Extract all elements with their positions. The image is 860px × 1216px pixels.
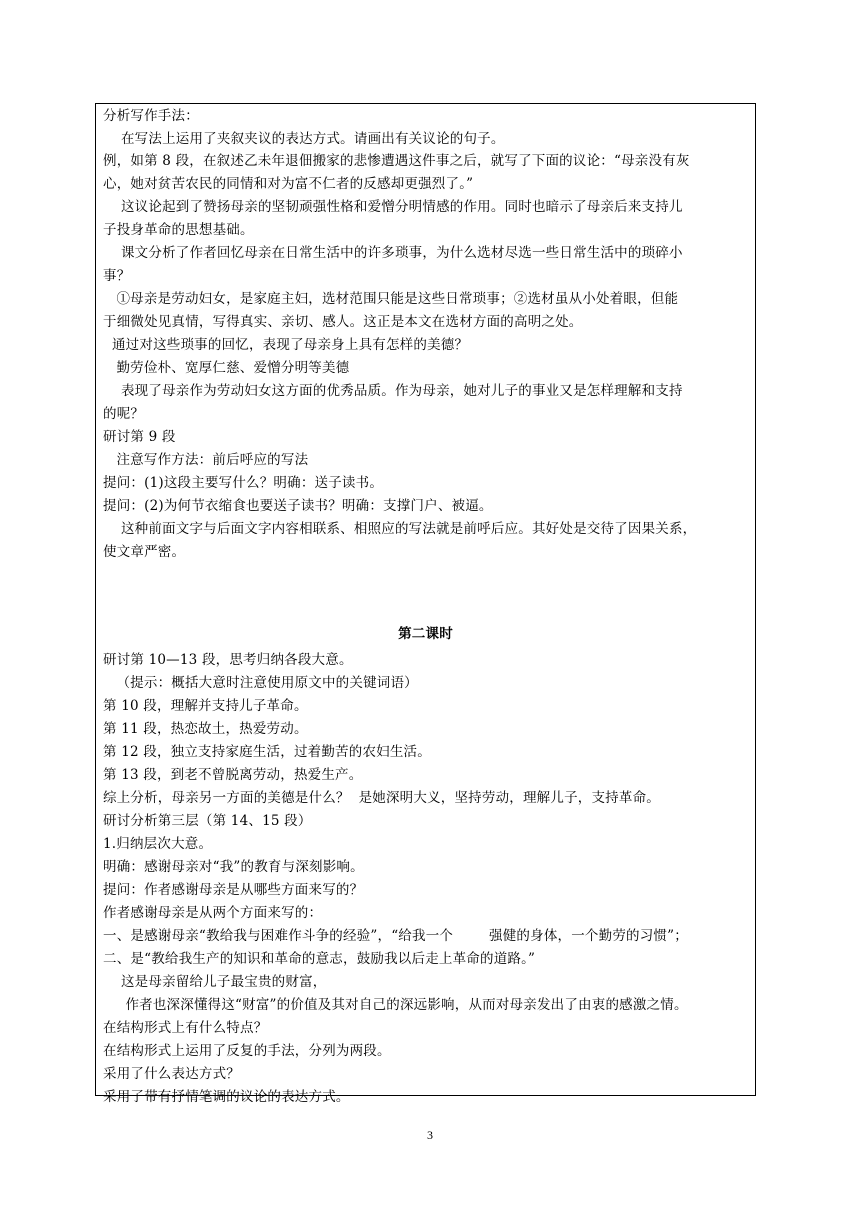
text-line: 提问：(2)为何节衣缩食也要送子读书？明确：支撑门户、被逼。 <box>103 498 493 514</box>
text-line: 注意写作方法：前后呼应的写法 <box>103 452 309 468</box>
text-line: 课文分析了作者回忆母亲在日常生活中的许多琐事，为什么选材尽选一些日常生活中的琐碎小 <box>103 245 683 261</box>
text-line: 第 12 段，独立支持家庭生活，过着勤苦的农妇生活。 <box>103 744 431 760</box>
text-line: 这种前面文字与后面文字内容相联系、相照应的写法就是前呼后应。其好处是交待了因果关系， <box>103 521 697 537</box>
text-line: 表现了母亲作为劳动妇女这方面的优秀品质。作为母亲，她对儿子的事业又是怎样理解和支持 <box>103 383 683 399</box>
text-line: 分析写作手法： <box>103 108 199 124</box>
text-line: （提示：概括大意时注意使用原文中的关键词语） <box>103 675 418 691</box>
text-line: 这议论起到了赞扬母亲的坚韧顽强性格和爱憎分明情感的作用。同时也暗示了母亲后来支持儿 <box>103 199 683 215</box>
text-line: 采用了什么表达方式？ <box>103 1066 240 1082</box>
text-line: 第 10 段，理解并支持儿子革命。 <box>103 698 308 714</box>
text-line: 的呢？ <box>103 406 145 422</box>
text-line: 子投身革命的思想基础。 <box>103 222 254 238</box>
text-line: 第 11 段，热恋故土，热爱劳动。 <box>103 721 308 737</box>
page-number: 3 <box>427 1128 433 1142</box>
text-line: 作者也深深懂得这“财富”的价值及其对自己的深远影响，从而对母亲发出了由衷的感激之情。 <box>103 997 688 1013</box>
text-line: 提问：作者感谢母亲是从哪些方面来写的？ <box>103 882 364 898</box>
text-line: 二、是“教给我生产的知识和革命的意志，鼓励我以后走上革命的道路。” <box>103 951 536 967</box>
text-line: 在结构形式上运用了反复的手法，分列为两段。 <box>103 1043 391 1059</box>
text-line: 在写法上运用了夹叙夹议的表达方式。请画出有关议论的句子。 <box>103 131 505 147</box>
text-line: 勤劳俭朴、宽厚仁慈、爱憎分明等美德 <box>103 360 350 376</box>
text-line: 使文章严密。 <box>103 544 186 560</box>
text-line: 提问：(1)这段主要写什么？明确：送子读书。 <box>103 475 384 491</box>
text-line: 第 13 段，到老不曾脱离劳动，热爱生产。 <box>103 767 363 783</box>
text-line: 于细微处见真情，写得真实、亲切、感人。这正是本文在选材方面的高明之处。 <box>103 314 583 330</box>
text-line: 这是母亲留给儿子最宝贵的财富， <box>103 974 327 990</box>
text-line: 一、是感谢母亲“教给我与困难作斗争的经验”，“给我一个 强健的身体，一个勤劳的习惯”； <box>103 928 688 944</box>
text-line: 通过对这些琐事的回忆，表现了母亲身上具有怎样的美德？ <box>103 337 469 353</box>
text-line: 研讨第 10—13 段，思考归纳各段大意。 <box>103 652 353 668</box>
text-line: 例，如第 8 段，在叙述乙未年退佃搬家的悲惨遭遇这件事之后，就写了下面的议论：“母亲没有灰 <box>103 153 690 169</box>
section-title: 第二课时 <box>398 626 453 642</box>
text-line: 心，她对贫苦农民的同情和对为富不仁者的反感却更强烈了。” <box>103 176 474 192</box>
text-line: 综上分析，母亲另一方面的美德是什么？ 是她深明大义，坚持劳动，理解儿子，支持革命。 <box>103 790 660 806</box>
text-line: 事？ <box>103 268 131 284</box>
text-line: ①母亲是劳动妇女，是家庭主妇，选材范围只能是这些日常琐事；②选材虽从小处着眼，但能 <box>103 291 679 307</box>
text-line: 1.归纳层次大意。 <box>103 836 213 852</box>
text-line: 作者感谢母亲是从两个方面来写的： <box>103 905 323 921</box>
text-line: 研讨分析第三层（第 14、15 段） <box>103 813 312 829</box>
text-line: 研讨第 9 段 <box>103 429 176 445</box>
text-line: 明确：感谢母亲对“我”的教育与深刻影响。 <box>103 859 364 875</box>
text-line: 采用了带有抒情笔调的议论的表达方式。 <box>103 1089 350 1105</box>
text-line: 在结构形式上有什么特点？ <box>103 1020 268 1036</box>
